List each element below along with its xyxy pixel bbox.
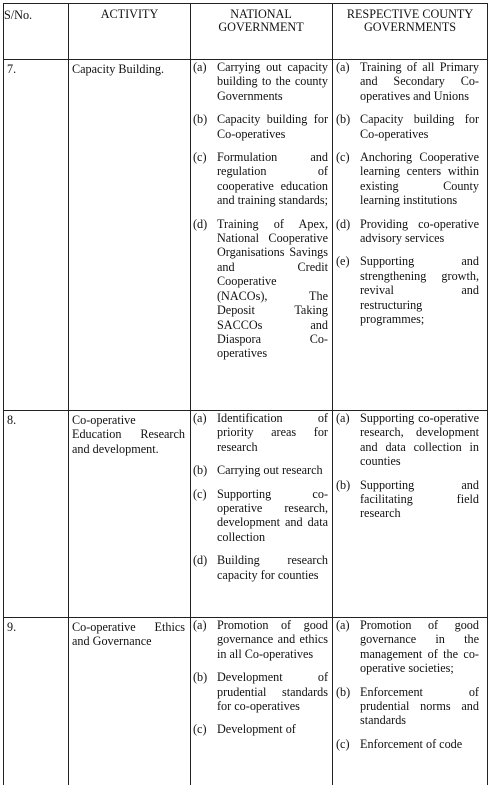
item-text: Supporting and facilitating field research — [360, 477, 479, 521]
item-label: (b) — [193, 463, 208, 478]
item-label: (d) — [193, 553, 208, 568]
list-item — [336, 60, 479, 103]
item-text: Enforcement of prudential norms and standards — [360, 684, 479, 728]
list-item — [336, 737, 479, 751]
county-duties — [336, 618, 479, 760]
header-sno: S/No. — [4, 8, 33, 22]
list-item — [336, 254, 479, 326]
list-item — [193, 670, 328, 713]
item-text: Enforcement of code — [360, 736, 463, 751]
list-item — [336, 685, 479, 728]
item-text: Carrying out capacity building to the county Governments — [217, 60, 328, 103]
item-text: Promotion of good governance in the management of the co-operative societies; — [360, 618, 479, 676]
item-label: (a) — [336, 60, 350, 74]
item-label: (a) — [336, 411, 350, 425]
item-text: Capacity building for Co-operatives — [217, 112, 328, 141]
activity-cell: Co-operative Education Research and development. — [72, 413, 185, 456]
row-number: 8. — [7, 413, 17, 427]
list-item — [193, 150, 328, 208]
item-text: Capacity building for Co-operatives — [360, 112, 479, 141]
list-item — [193, 60, 328, 103]
item-label: (b) — [336, 684, 351, 699]
item-text: Supporting and strengthening growth, revival and restructuring programmes; — [360, 254, 479, 327]
col-divider — [487, 3, 488, 785]
item-label: (a) — [193, 411, 207, 425]
list-item — [193, 463, 328, 477]
item-text: Development of — [217, 722, 296, 737]
list-item — [336, 150, 479, 208]
col-divider — [332, 3, 333, 785]
item-text: Training of Apex, National Cooperative Organisations Savings and Credit Cooperative (NACOs), The Deposit Taking SACCOs and Diaspora Co-operatives — [217, 216, 328, 361]
item-text: Promotion of good governance and ethics in all Co-operatives — [217, 618, 328, 661]
col-divider — [190, 3, 191, 785]
header-activity: ACTIVITY — [100, 7, 159, 21]
item-label: (b) — [336, 112, 351, 127]
item-label: (b) — [193, 670, 208, 685]
list-item — [193, 112, 328, 141]
list-item — [193, 411, 328, 454]
activity-cell: Capacity Building. — [72, 62, 165, 76]
list-item — [336, 478, 479, 521]
item-label: (b) — [193, 112, 208, 127]
col-divider — [68, 3, 69, 785]
item-label: (a) — [193, 618, 207, 632]
item-label: (d) — [336, 216, 351, 231]
item-text: Identification of priority areas for research — [217, 411, 328, 454]
list-item — [336, 618, 479, 676]
list-item — [336, 217, 479, 246]
list-item — [193, 618, 328, 661]
item-label: (c) — [193, 150, 207, 165]
item-label: (c) — [193, 722, 207, 737]
item-label: (b) — [336, 477, 351, 492]
item-text: Formulation and regulation of cooperative education and training standards; — [217, 150, 329, 208]
list-item — [193, 553, 328, 582]
list-item — [336, 112, 479, 141]
item-label: (a) — [336, 618, 350, 632]
list-item — [193, 217, 328, 361]
item-text: Supporting co-operative research, development and data collection — [217, 486, 328, 544]
header-county: RESPECTIVE COUNTY GOVERNMENTS — [346, 7, 474, 34]
item-text: Development of prudential standards for co-operatives — [217, 670, 328, 714]
list-item — [193, 487, 328, 545]
national-duties — [193, 411, 328, 591]
item-label: (c) — [336, 736, 350, 751]
list-item — [336, 411, 479, 469]
national-duties — [193, 618, 328, 746]
header-national: NATIONAL GOVERNMENT — [218, 7, 304, 34]
item-label: (d) — [193, 216, 208, 231]
activity-cell: Co-operative Ethics and Governance — [72, 620, 185, 649]
item-text: Building research capacity for counties — [217, 553, 328, 582]
item-text: Supporting co-operative research, development and data collection in counties — [360, 411, 479, 469]
row-number: 9. — [7, 620, 17, 634]
item-text: Carrying out research — [217, 463, 323, 478]
county-duties — [336, 411, 479, 530]
county-duties — [336, 60, 479, 336]
item-label: (e) — [336, 254, 350, 269]
list-item — [193, 722, 328, 736]
item-label: (c) — [336, 150, 350, 165]
item-text: Providing co-operative advisory services — [360, 216, 479, 246]
item-text: Anchoring Cooperative learning centers within existing County learning institutions — [360, 150, 479, 208]
item-label: (a) — [193, 60, 207, 74]
item-text: Training of all Primary and Secondary Co-operatives and Unions — [360, 60, 479, 103]
national-duties — [193, 60, 328, 370]
item-label: (c) — [193, 486, 207, 501]
row-number: 7. — [7, 62, 17, 76]
